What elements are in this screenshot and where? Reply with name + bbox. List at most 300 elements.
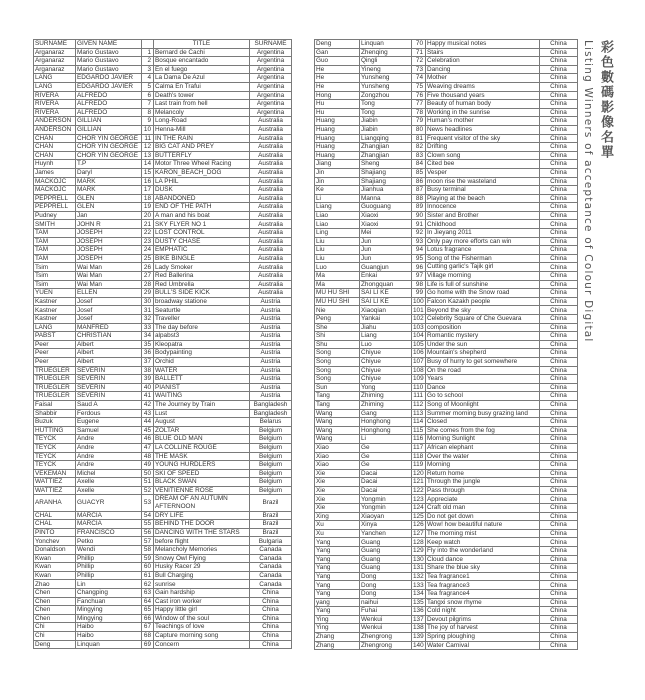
cell-surname: He	[315, 65, 360, 74]
cell-title: BEHIND THE DOOR	[154, 520, 250, 529]
cell-number: 122	[413, 486, 424, 494]
cell-surname: Faisal	[34, 400, 76, 409]
cell-surname: Kwan	[34, 571, 76, 580]
cell-given-name: MARCIA	[76, 511, 142, 520]
cell-number: 18	[142, 194, 154, 203]
cell-title: Morning	[426, 461, 540, 470]
cell-surname: Shabbir	[34, 409, 76, 418]
cell-number: 3	[142, 65, 154, 74]
cell-number: 123	[413, 495, 424, 503]
cell-title: ZOLTAR	[154, 426, 250, 435]
cell-number: 26	[142, 263, 154, 272]
cell-number: 90	[412, 211, 426, 220]
cell-surname: Ke	[315, 186, 360, 195]
cell-country: China	[540, 478, 578, 487]
table-row	[315, 186, 578, 195]
cell-country: China	[540, 323, 578, 332]
cell-country: China	[540, 186, 578, 195]
cell-given-name: MANFRED	[76, 323, 142, 332]
cell-given-name: ALFREDO	[76, 91, 142, 100]
cell-title: Bull Charging	[154, 571, 250, 580]
cell-given-name: Yunsheng	[360, 82, 412, 91]
cell-title: Only pay more efforts can win	[426, 237, 540, 246]
table-row	[34, 349, 292, 358]
cell-given-name: Mario Gustavo	[76, 48, 142, 57]
cell-title: Song of Moonlight	[426, 400, 540, 409]
table-row	[34, 571, 292, 580]
table-row	[315, 117, 578, 126]
cell-title: LOST CONTROL	[154, 229, 250, 238]
cell-country: China	[540, 495, 578, 504]
cell-given-name: Saud A	[76, 400, 142, 409]
cell-title: Lust	[154, 409, 250, 418]
table-row	[34, 580, 292, 589]
cell-title: Devout pilgrims	[426, 615, 540, 624]
cell-number: 72	[412, 57, 426, 66]
cell-given-name: CHOR YIN GEORGE	[76, 143, 142, 152]
cell-country: Austria	[250, 297, 292, 306]
table-row	[315, 91, 578, 100]
cell-number: 88	[412, 194, 426, 203]
table-row	[315, 306, 578, 315]
cell-country: Austria	[250, 306, 292, 315]
cell-given-name: Shajiang	[360, 168, 412, 177]
cell-number: 44	[142, 418, 154, 427]
table-row	[34, 323, 292, 332]
cell-given-name: Dong	[360, 581, 412, 590]
cell-country: China	[540, 615, 578, 624]
cell-country: China	[540, 143, 578, 152]
cell-country: Austria	[250, 357, 292, 366]
table-row	[315, 581, 578, 590]
table-row	[34, 82, 292, 91]
cell-title: Appreciate	[426, 495, 540, 504]
cell-country: China	[540, 392, 578, 401]
cell-country: China	[250, 614, 292, 623]
table-row	[34, 108, 292, 117]
cell-title: Vesper	[426, 168, 540, 177]
table-row	[315, 57, 578, 66]
table-row	[315, 641, 578, 650]
cell-number: 32	[142, 315, 154, 324]
winners-table-left	[33, 39, 292, 649]
cell-surname: Liu	[315, 246, 360, 255]
table-row	[315, 315, 578, 324]
cell-number: 38	[142, 366, 154, 375]
cell-country: Belgium	[250, 478, 292, 487]
cell-given-name: Xiaoyan	[360, 512, 412, 521]
cell-surname: Arganaraz	[34, 48, 76, 57]
cell-country: Austria	[250, 383, 292, 392]
cell-title: BIG CAT AND PREY	[154, 143, 250, 152]
cell-given-name: Gang	[360, 409, 412, 418]
table-row	[34, 400, 292, 409]
cell-country: Belarus	[250, 418, 292, 427]
winners-table-right	[314, 39, 578, 650]
cell-given-name: Fuhai	[360, 607, 412, 616]
cell-given-name: Shajiang	[360, 177, 412, 186]
cell-country: China	[540, 160, 578, 169]
table-row	[34, 272, 292, 281]
cell-title: Cast iron worker	[154, 597, 250, 606]
cell-number: 84	[412, 160, 426, 169]
cell-number: 129	[413, 547, 424, 555]
cell-number: 80	[412, 125, 426, 134]
cell-number: 92	[412, 229, 426, 238]
table-row	[315, 624, 578, 633]
cell-country: China	[540, 641, 578, 650]
table-row	[34, 418, 292, 427]
cell-title: Frequent visitor of the sky	[426, 134, 540, 143]
cell-country: Australia	[250, 254, 292, 263]
cell-number: 61	[142, 571, 154, 580]
table-row	[34, 289, 292, 298]
cell-title: YOUNG HURDLERS	[154, 461, 250, 470]
table-row	[315, 400, 578, 409]
cell-surname: MACKOJC	[34, 186, 76, 195]
cell-number: 46	[142, 435, 154, 444]
cell-number: 128	[413, 538, 424, 546]
cell-country: Australia	[250, 143, 292, 152]
cell-country: China	[540, 211, 578, 220]
cell-title: Happy musical notes	[426, 40, 540, 49]
cell-surname: Gan	[315, 48, 360, 57]
cell-title: PIANIST	[154, 383, 250, 392]
cell-title: Five thousand years	[426, 91, 540, 100]
cell-number: 114	[412, 418, 426, 427]
cell-given-name: Zhiming	[360, 400, 412, 409]
cell-number: 104	[413, 332, 424, 340]
cell-given-name: CHOR YIN GEORGE	[76, 134, 142, 143]
table-row	[315, 229, 578, 238]
cell-given-name: CHRISTIAN	[76, 332, 142, 341]
cell-country: China	[540, 529, 578, 538]
cell-surname: Liang	[315, 203, 360, 212]
cell-surname: PINTO	[34, 528, 76, 537]
cell-number: 124	[413, 504, 424, 512]
cell-title: LA PHIL	[154, 177, 250, 186]
cell-surname: ARANHA	[34, 495, 76, 511]
cell-given-name: MARK	[76, 186, 142, 195]
cell-title: WAITING	[154, 392, 250, 401]
cell-title: Wow! how beautiful nature	[426, 521, 540, 530]
cell-number: 43	[142, 409, 154, 418]
table-row	[34, 246, 292, 255]
cell-surname: TRUEGLER	[34, 366, 76, 375]
cell-surname: He	[315, 82, 360, 91]
table-row	[34, 65, 292, 74]
cell-given-name: Enkai	[360, 272, 412, 281]
cell-number: 51	[142, 478, 154, 487]
cell-surname: Deng	[34, 640, 76, 649]
cell-title: Cited bee	[426, 160, 540, 169]
table-row	[34, 280, 292, 289]
table-row	[315, 237, 578, 246]
cell-surname: Arganaraz	[34, 57, 76, 66]
cell-number: 59	[142, 554, 154, 563]
table-row	[34, 435, 292, 444]
cell-number: 25	[142, 254, 154, 263]
cell-title: Tea fragrance4	[426, 590, 540, 599]
cell-country: Australia	[250, 168, 292, 177]
cell-surname: MU HU SHI	[315, 289, 360, 298]
table-row	[34, 186, 292, 195]
header-title: TITLE	[154, 40, 250, 49]
cell-title: KARON_BEACH_DOG	[154, 168, 250, 177]
cell-title: Years	[426, 375, 540, 384]
cell-title: She comes from the fog	[426, 426, 540, 435]
cell-surname: Hong	[315, 91, 360, 100]
cell-title: Happy little girl	[154, 606, 250, 615]
table-row	[315, 332, 578, 341]
cell-country: Canada	[250, 554, 292, 563]
table-row	[315, 598, 578, 607]
cell-number: 39	[142, 375, 154, 384]
cell-number: 35	[142, 340, 154, 349]
cell-title: sunrise	[154, 580, 250, 589]
cell-given-name: Li	[360, 435, 412, 444]
cell-number: 66	[142, 614, 154, 623]
cell-number: 139	[413, 633, 424, 641]
table-row	[315, 82, 578, 91]
cell-surname: MU HU SHI	[315, 297, 360, 306]
cell-given-name: Albert	[76, 357, 142, 366]
cell-number: 93	[412, 237, 426, 246]
cell-given-name: Petko	[76, 537, 142, 546]
cell-number: 130	[413, 555, 424, 563]
cell-country: China	[540, 254, 578, 263]
table-row	[34, 606, 292, 615]
cell-given-name: Albert	[76, 340, 142, 349]
cell-surname: Xiao	[315, 452, 360, 461]
cell-surname: Kastner	[34, 297, 76, 306]
cell-given-name: Mingying	[76, 606, 142, 615]
cell-title: Craft old man	[426, 504, 540, 513]
table-row	[315, 383, 578, 392]
table-row	[34, 383, 292, 392]
cell-title: Childhood	[426, 220, 540, 229]
cell-country: China	[540, 40, 578, 49]
cell-country: Bulgaria	[250, 537, 292, 546]
cell-country: Australia	[250, 289, 292, 298]
cell-country: Belgium	[250, 461, 292, 470]
table-row	[315, 48, 578, 57]
cell-number: 101	[413, 306, 424, 314]
table-row	[315, 452, 578, 461]
table-row	[34, 91, 292, 100]
cell-title: Beyond the sky	[426, 306, 540, 315]
cell-number: 116	[412, 435, 426, 444]
cell-surname: Liu	[315, 254, 360, 263]
cell-title: Calma En Trafui	[154, 82, 250, 91]
cell-surname: Yang	[315, 564, 360, 573]
cell-surname: LANG	[34, 74, 76, 83]
cell-surname: Xiao	[315, 461, 360, 470]
table-row	[315, 160, 578, 169]
cell-surname: Kwan	[34, 563, 76, 572]
table-row	[315, 469, 578, 478]
table-row	[34, 306, 292, 315]
cell-given-name: Wai Man	[76, 263, 142, 272]
cell-title: Mountain's shepherd	[426, 349, 540, 358]
cell-given-name: JOSEPH	[76, 246, 142, 255]
table-row	[34, 203, 292, 212]
cell-country: China	[540, 203, 578, 212]
cell-given-name: ALFREDO	[76, 108, 142, 117]
cell-number: 48	[142, 452, 154, 461]
cell-country: China	[540, 469, 578, 478]
cell-surname: ANDERSON	[34, 125, 76, 134]
cell-surname: HUTTING	[34, 426, 76, 435]
table-row	[315, 349, 578, 358]
table-row	[34, 640, 292, 649]
table-row	[34, 366, 292, 375]
table-row	[34, 194, 292, 203]
cell-number: 19	[142, 203, 154, 212]
cell-given-name: Liangqing	[360, 134, 412, 143]
cell-title: Morning Sunlight	[426, 435, 540, 444]
cell-title: Share the blue sky	[426, 564, 540, 573]
cell-surname: Xu	[315, 529, 360, 538]
cell-number: 58	[142, 546, 154, 555]
cell-surname: LANG	[34, 323, 76, 332]
cell-country: China	[540, 194, 578, 203]
cell-country: China	[540, 263, 578, 272]
cell-title: composition	[426, 323, 540, 332]
table-row	[315, 443, 578, 452]
cell-number: 24	[142, 246, 154, 255]
cell-surname: CHAN	[34, 151, 76, 160]
cell-surname: Yang	[315, 555, 360, 564]
table-row	[34, 357, 292, 366]
cell-given-name: Guoguang	[360, 203, 412, 212]
cell-given-name: Zhangjian	[360, 143, 412, 152]
cell-title: Do not get down	[426, 512, 540, 521]
cell-number: 110	[412, 383, 426, 392]
table-row	[34, 340, 292, 349]
cell-given-name: Wenkui	[360, 615, 412, 624]
cell-surname: Yang	[315, 607, 360, 616]
table-row	[34, 631, 292, 640]
table-row	[34, 315, 292, 324]
cell-number: 94	[412, 246, 426, 255]
cell-given-name: Chiyue	[360, 366, 412, 375]
cell-given-name: Josef	[76, 306, 142, 315]
cell-title: BALLETT	[154, 375, 250, 384]
cell-given-name: Xiaoxi	[360, 220, 412, 229]
cell-country: Belgium	[250, 426, 292, 435]
cell-given-name: ALFREDO	[76, 100, 142, 109]
table-row	[34, 528, 292, 537]
cell-country: China	[540, 315, 578, 324]
table-row	[315, 65, 578, 74]
cell-title: Cloud dance	[426, 555, 540, 564]
cell-title: BLUE OLD MAN	[154, 435, 250, 444]
cell-country: Australia	[250, 134, 292, 143]
table-row	[315, 125, 578, 134]
cell-title: Romantic mystery	[426, 332, 540, 341]
cell-title: Go to school	[426, 392, 540, 401]
cell-surname: Wang	[315, 435, 360, 444]
table-row	[34, 623, 292, 632]
cell-country: Argentina	[250, 65, 292, 74]
cell-country: Belgium	[250, 486, 292, 495]
cell-given-name: Jun	[360, 237, 412, 246]
cell-surname: TAM	[34, 237, 76, 246]
cell-country: Argentina	[250, 82, 292, 91]
cell-country: China	[540, 426, 578, 435]
cell-surname: PEPPRELL	[34, 203, 76, 212]
cell-country: China	[540, 375, 578, 384]
cell-given-name: Ge	[360, 443, 412, 452]
cell-number: 111	[412, 392, 426, 401]
cell-given-name: Guang	[360, 564, 412, 573]
cell-title: Concern	[154, 640, 250, 649]
cell-surname: Xiao	[315, 443, 360, 452]
cell-title: Snowy Owl Flying	[154, 554, 250, 563]
cell-number: 74	[412, 74, 426, 83]
cell-number: 20	[142, 211, 154, 220]
cell-title: Lotus fragrance	[426, 246, 540, 255]
cell-country: Austria	[250, 375, 292, 384]
cell-country: Canada	[250, 571, 292, 580]
cell-country: Brazil	[250, 528, 292, 537]
cell-number: 52	[142, 486, 154, 495]
cell-number: 119	[412, 461, 426, 470]
cell-country: China	[540, 624, 578, 633]
cell-title: Playing at the beach	[426, 194, 540, 203]
cell-number: 63	[142, 589, 154, 598]
cell-number: 81	[412, 134, 426, 143]
cell-country: Canada	[250, 546, 292, 555]
cell-title: DRY LIFE	[154, 511, 250, 520]
cell-surname: Huynh	[34, 160, 76, 169]
cell-number: 134	[413, 590, 424, 598]
cell-given-name: Zhengrong	[360, 632, 412, 641]
cell-title: Over the water	[426, 452, 540, 461]
cell-given-name: Axelle	[76, 486, 142, 495]
cell-country: China	[540, 74, 578, 83]
cell-number: 75	[412, 82, 426, 91]
cell-given-name: GUACYR	[76, 495, 142, 511]
table-row	[34, 469, 292, 478]
cell-number: 118	[412, 452, 426, 461]
cell-title: A man and his boat	[154, 211, 250, 220]
cell-title: Melancoly	[154, 108, 250, 117]
cell-number: 17	[142, 186, 154, 195]
cell-title: Busy terminal	[426, 186, 540, 195]
table-row	[315, 263, 578, 272]
cell-number: 73	[412, 65, 426, 74]
cell-number: 136	[413, 607, 424, 615]
cell-given-name: Andre	[76, 452, 142, 461]
table-row	[315, 607, 578, 616]
cell-title: Husky Racer 29	[154, 563, 250, 572]
cell-given-name: Jan	[76, 211, 142, 220]
cell-title: Life is full of sunshine	[426, 280, 540, 289]
cell-number: 12	[142, 143, 154, 152]
cell-title: The morning mist	[426, 529, 540, 538]
cell-given-name: Guang	[360, 547, 412, 556]
cell-title: Innocence	[426, 203, 540, 212]
cell-surname: Yang	[315, 572, 360, 581]
table-row	[34, 495, 292, 511]
cell-given-name: Samuel	[76, 426, 142, 435]
table-row	[315, 366, 578, 375]
cell-given-name: Jun	[360, 246, 412, 255]
cell-title: The Journey by Train	[154, 400, 250, 409]
table-row	[34, 254, 292, 263]
